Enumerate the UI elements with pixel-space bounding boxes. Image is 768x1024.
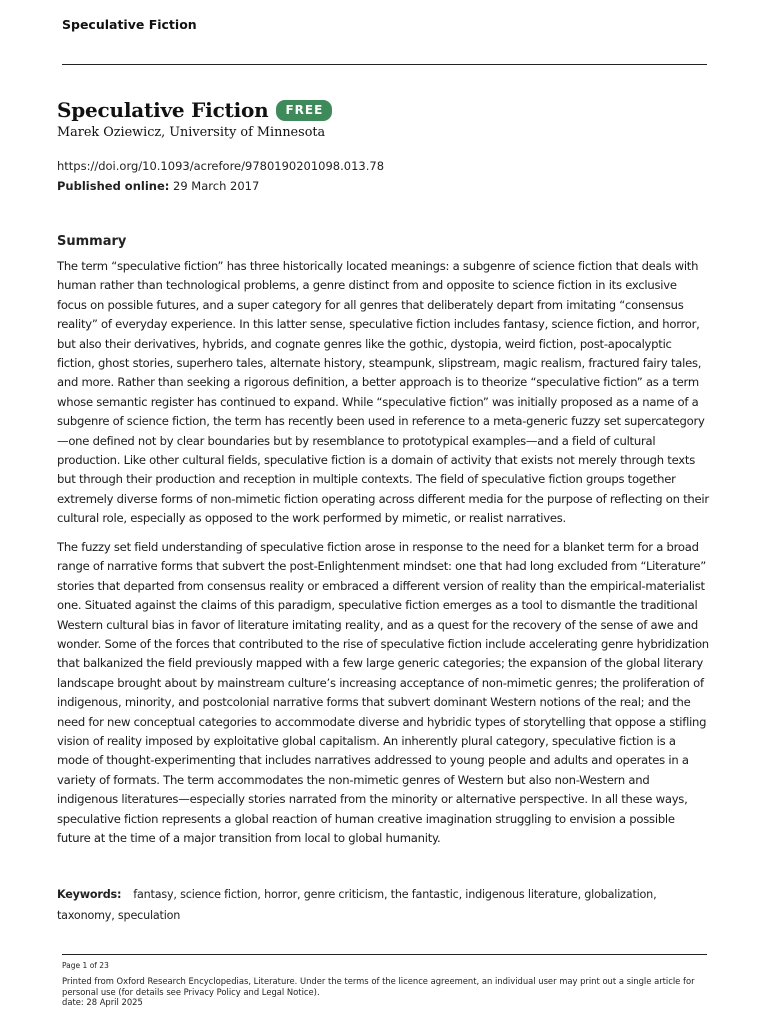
article-title: Speculative Fiction xyxy=(57,98,269,122)
footer-notice xyxy=(62,976,707,1008)
published-online xyxy=(57,179,259,193)
summary-paragraph: The term “speculative fiction” has three historically located meanings: a subgenre of science fiction that deals with human rather than technological problems, a genre distinct from and opposite to science fiction in its exclusive focus on possible futures, and a super category for all genres that deliberately depart from imitating “consensus reality” of everyday experience. In this latter sense, speculative fiction includes fantasy, science fiction, and horror, but also their derivatives, hybrids, and cognate genres like the gothic, dystopia, weird fiction, post-apocalyptic fiction, ghost stories, superhero tales, alternate history, steampunk, slipstream, magic realism, fractured fairy tales, and more. Rather than seeking a rigorous definition, a better approach is to theorize “speculative fiction” as a term whose semantic register has continued to expand. While “speculative fiction” was initially proposed as a name of a subgenre of science fiction, the term has recently been used in reference to a meta-generic fuzzy set supercategory—one defined not by clear boundaries but by resemblance to prototypical examples—and a field of cultural production. Like other cultural fields, speculative fiction is a domain of activity that exists not merely through texts but through their production and reception in multiple contexts. The field of speculative fiction groups together extremely diverse forms of non-mimetic fiction operating across different media for the purpose of reflecting on their cultural role, especially as opposed to the work performed by mimetic, or realist narratives. xyxy=(57,259,709,526)
summary-heading: Summary xyxy=(57,234,127,249)
published-date: 29 March 2017 xyxy=(173,179,260,193)
keywords xyxy=(57,884,709,926)
licence-notice: Printed from Oxford Research Encyclopedias, Literature. Under the terms of the licence agreement, an individual user may print out a single article for personal use (for details see Privacy Policy and Legal Notice). xyxy=(62,976,695,997)
free-access-badge: FREE xyxy=(276,100,332,121)
header-divider xyxy=(62,64,707,65)
title-row xyxy=(57,98,332,122)
print-date: date: 28 April 2025 xyxy=(62,997,143,1007)
keywords-label: Keywords: xyxy=(57,888,122,901)
summary-paragraph: The fuzzy set field understanding of speculative fiction arose in response to the need for a blanket term for a broad range of narrative forms that subvert the post-Enlightenment mindset: one that had long excluded from “Literature” stories that departed from consensus reality or embraced a different version of reality than the empirical-materialist one. Situated against the claims of this paradigm, speculative fiction emerges as a tool to dismantle the traditional Western cultural bias in favor of literature imitating reality, and as a quest for the recovery of the sense of awe and wonder. Some of the forces that contributed to the rise of speculative fiction include accelerating genre hybridization that balkanized the field previously mapped with a few large generic categories; the expansion of the global literary landscape brought about by mainstream culture’s increasing acceptance of non-mimetic genres; the proliferation of indigenous, minority, and postcolonial narrative forms that subvert dominant Western notions of the real; and the need for new conceptual categories to accommodate diverse and hybridic types of storytelling that oppose a stifling vision of reality imposed by exploitative global capitalism. An inherently plural category, speculative fiction is a mode of thought-experimenting that includes narratives addressed to young people and adults and operates in a variety of formats. The term accommodates the non-mimetic genres of Western but also non-Western and indigenous literatures—especially stories narrated from the minority or alternative perspective. In all these ways, speculative fiction represents a global reaction of human creative imagination struggling to envision a possible future at the time of a major transition from local to global humanity. xyxy=(57,540,709,846)
footer-divider xyxy=(62,954,707,955)
published-label: Published online: xyxy=(57,179,170,193)
page-number: Page 1 of 23 xyxy=(62,961,109,970)
running-head: Speculative Fiction xyxy=(62,17,197,32)
keywords-list[interactable]: fantasy, science fiction, horror, genre criticism, the fantastic, indigenous literature, globalization, taxonomy, speculation xyxy=(57,888,657,922)
doi-link[interactable]: https://doi.org/10.1093/acrefore/9780190201098.013.78 xyxy=(57,159,385,173)
author-affiliation[interactable]: Marek Oziewicz, University of Minnesota xyxy=(57,125,326,140)
